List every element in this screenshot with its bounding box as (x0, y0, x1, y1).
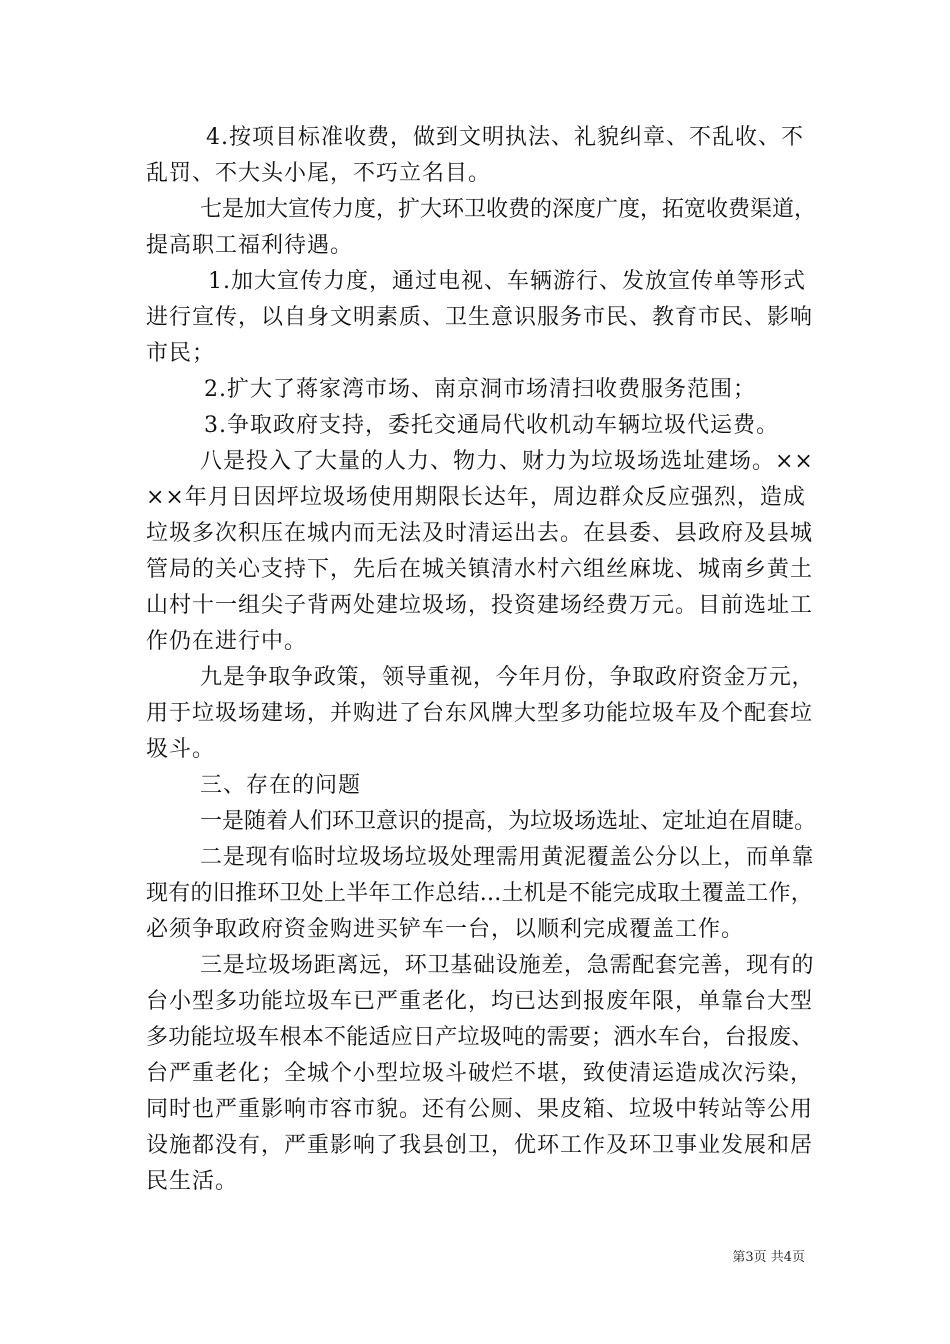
text-line: 市民； (146, 341, 216, 366)
text-line: 提高职工福利待遇。 (146, 233, 354, 258)
page-number-footer: 第3页 共4页 (732, 1250, 805, 1265)
text-line: 用于垃圾场建场，并购进了台东风牌大型多功能垃圾车及个配套垃 (146, 701, 814, 726)
text-line: 多功能垃圾车根本不能适应日产垃圾吨的需要；洒水车台，台报废、 (146, 1025, 814, 1050)
text-line: 2.扩大了蒋家湾市场、南京洞市场清扫收费服务范围； (204, 377, 756, 402)
text-line: 山村十一组尖子背两处建垃圾场，投资建场经费万元。目前选址工 (146, 593, 814, 618)
text-line: 同时也严重影响市容市貌。还有公厕、果皮箱、垃圾中转站等公用 (146, 1097, 814, 1122)
section-heading: 三、存在的问题 (200, 773, 362, 798)
text-line: 现有的旧推环卫处上半年工作总结...土机是不能完成取土覆盖工作， (146, 881, 813, 906)
text-line: 台小型多功能垃圾车已严重老化，均已达到报废年限，单靠台大型 (146, 989, 814, 1014)
text-line: 管局的关心支持下，先后在城关镇清水村六组丝麻垅、城南乡黄土 (146, 557, 814, 582)
text-line: 圾斗。 (146, 737, 216, 762)
text-line: ××年月日因坪垃圾场使用期限长达年，周边群众反应强烈，造成 (146, 485, 806, 510)
text-line: 设施都没有，严重影响了我县创卫，优环工作及环卫事业发展和居 (146, 1133, 814, 1158)
text-line: 4.按项目标准收费，做到文明执法、礼貌纠章、不乱收、不 (206, 125, 804, 150)
text-line: 乱罚、不大头小尾，不巧立名目。 (146, 161, 492, 186)
text-line: 进行宣传，以自身文明素质、卫生意识服务市民、教育市民、影响 (146, 305, 814, 330)
text-line: 必须争取政府资金购进买铲车一台，以顺利完成覆盖工作。 (146, 917, 745, 942)
text-line: 三是垃圾场距离远，环卫基础设施差，急需配套完善，现有的 (200, 953, 815, 978)
text-line: 作仍在进行中。 (146, 629, 308, 654)
text-line: 七是加大宣传力度，扩大环卫收费的深度广度，拓宽收费渠道， (200, 197, 817, 222)
text-line: 3.争取政府支持，委托交通局代收机动车辆垃圾代运费。 (204, 413, 779, 438)
text-line: 二是现有临时垃圾场垃圾处理需用黄泥覆盖公分以上，而单靠 (200, 845, 815, 870)
text-line: 九是争取争政策，领导重视，今年月份，争取政府资金万元， (200, 665, 815, 690)
text-line: 垃圾多次积压在城内而无法及时清运出去。在县委、县政府及县城 (146, 521, 814, 546)
text-line: 八是投入了大量的人力、物力、财力为垃圾场选址建场。×× (200, 449, 814, 474)
text-line: 民生活。 (146, 1169, 239, 1194)
text-line: 一是随着人们环卫意识的提高，为垃圾场选址、定址迫在眉睫。 (200, 809, 817, 834)
text-line: 台严重老化；全城个小型垃圾斗破烂不堪，致使清运造成次污染， (146, 1061, 814, 1086)
text-line: 1.加大宣传力度，通过电视、车辆游行、发放宣传单等形式 (208, 269, 806, 294)
